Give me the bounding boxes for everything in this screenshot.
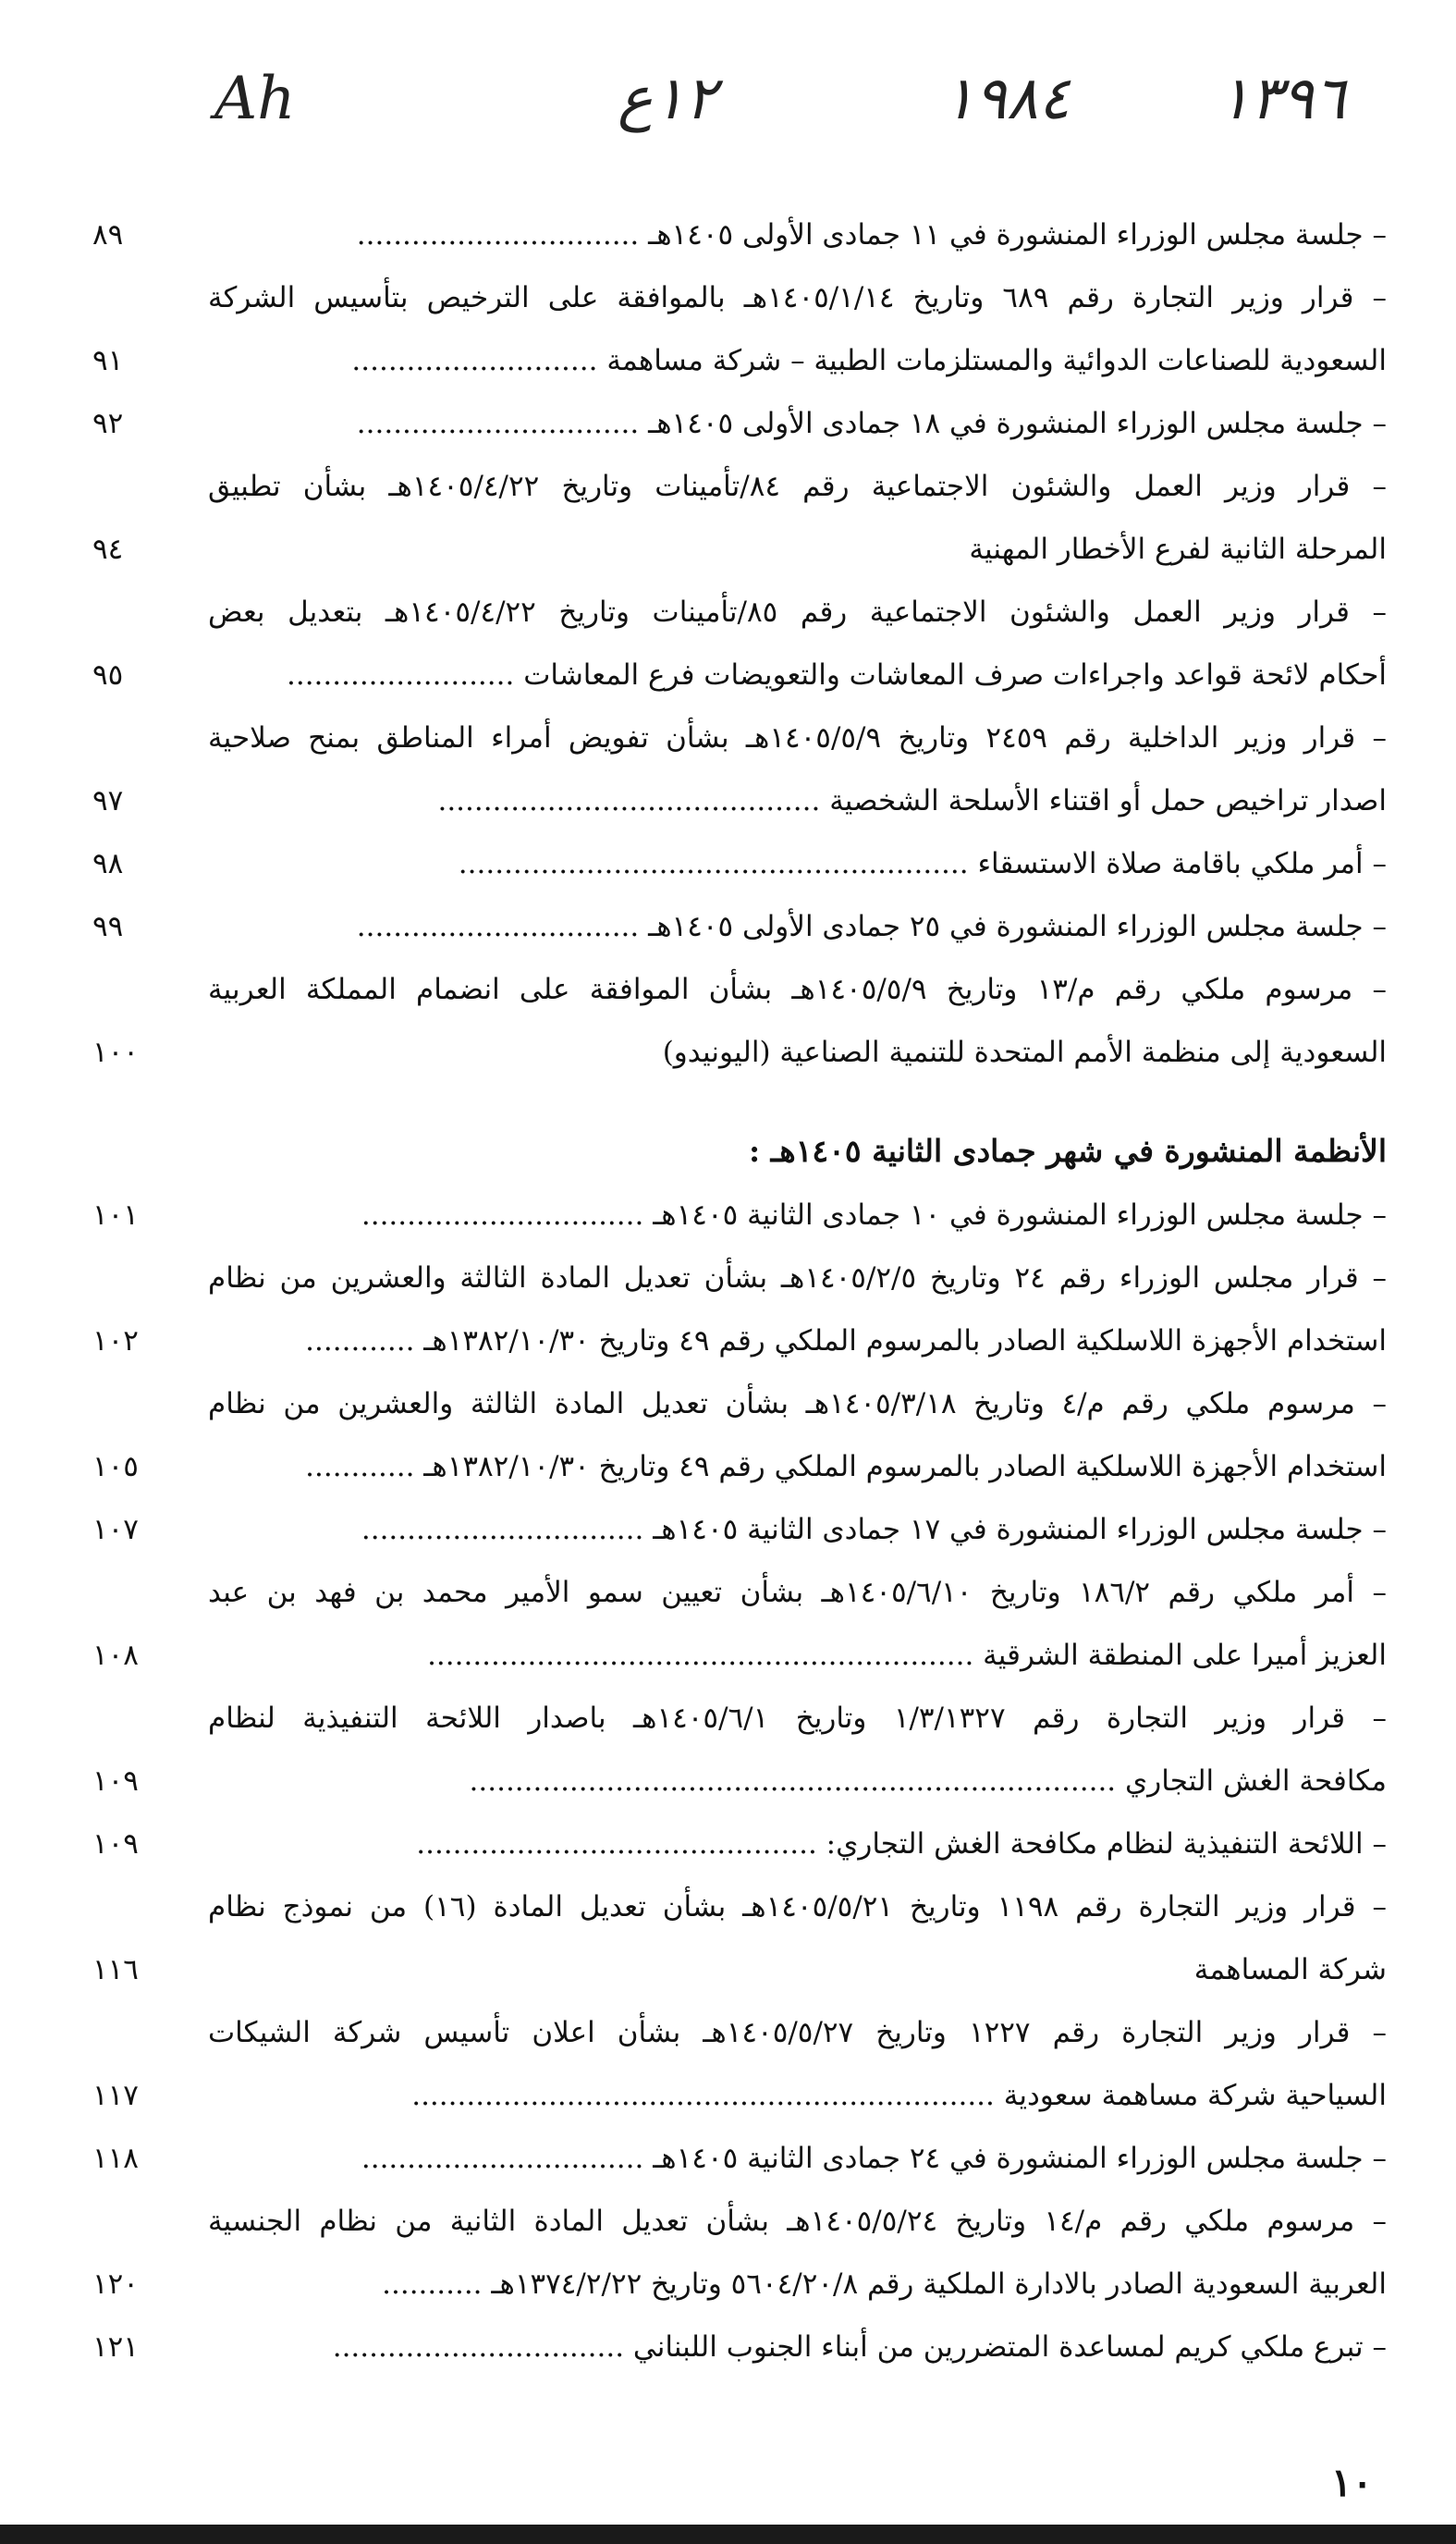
toc-entry [55,1247,1387,1372]
toc-entry [55,1372,1387,1498]
toc-entry-text: – قرار وزير التجارة رقم ١/٣/١٣٢٧ وتاريخ ١٤٠٥/٦/١هـ باصدار اللائحة التنفيذية لنظام [208,1702,1387,1735]
toc-page-number: ١١٧ [92,2079,139,2112]
toc-page-number: ١٠٨ [92,1639,139,1672]
toc-page-number: ١١٨ [92,2142,139,2175]
handwritten-note-4: ١٣٩٦ [1218,65,1346,133]
toc-entry-text: أحكام لائحة قواعد واجراءات صرف المعاشات والتعويضات فرع المعاشات ......................... [286,658,1387,692]
toc-page-number: ٩٢ [92,407,124,440]
section-jumada-al-ula [55,203,1387,1084]
toc-entry-text: شركة المساهمة [1193,1953,1387,1986]
toc-page-number: ١٠٧ [92,1513,139,1546]
handwritten-note-1: Ah [214,65,296,133]
toc-entry-text: السعودية إلى منظمة الأمم المتحدة للتنمية الصناعية (اليونيدو) [662,1036,1387,1069]
toc-entry-text: – تبرع ملكي كريم لمساعدة المتضررين من أبناء الجنوب اللبناني ................................ [332,2330,1387,2364]
toc-entry [55,1687,1387,1813]
toc-entry-text: – قرار وزير التجارة رقم ١٢٢٧ وتاريخ ١٤٠٥/٥/٢٧هـ بشأن اعلان تأسيس شركة الشيكات [208,2016,1387,2049]
toc-entry-text: السياحية شركة مساهمة سعودية ................................................................ [411,2079,1387,2112]
toc-entry-text: – أمر ملكي رقم ١٨٦/٢ وتاريخ ١٤٠٥/٦/١٠هـ بشأن تعيين سمو الأمير محمد بن فهد بن عبد [208,1576,1387,1609]
toc-entry [55,2001,1387,2127]
toc-page-number: ١٠٩ [92,1827,139,1861]
table-of-contents [55,203,1387,2378]
toc-entry [55,1184,1387,1247]
toc-entry [55,1561,1387,1687]
toc-entry-text: العربية السعودية الصادر بالادارة الملكية رقم ٥٦٠٤/٢٠/٨ وتاريخ ١٣٧٤/٢/٢٢هـ ........... [382,2267,1387,2301]
toc-entry-text: – جلسة مجلس الوزراء المنشورة في ٢٥ جمادى الأولى ١٤٠٥هـ ............................... [356,910,1387,943]
handwritten-note-2: ١٢ع [618,65,716,133]
toc-entry [55,1498,1387,1561]
handwritten-note-3: ١٩٨٤ [943,65,1071,133]
toc-entry [55,392,1387,455]
toc-entry-text: مكافحة الغش التجاري ....................................................................... [469,1764,1387,1798]
toc-entry-text: – جلسة مجلس الوزراء المنشورة في ٢٤ جمادى الثانية ١٤٠٥هـ ............................... [361,2142,1387,2175]
toc-entry-text: استخدام الأجهزة اللاسلكية الصادر بالمرسوم الملكي رقم ٤٩ وتاريخ ١٣٨٢/١٠/٣٠هـ ............ [305,1450,1387,1483]
toc-entry-text: اصدار تراخيص حمل أو اقتناء الأسلحة الشخصية .......................................... [437,784,1387,817]
toc-entry-text: – قرار مجلس الوزراء رقم ٢٤ وتاريخ ١٤٠٥/٢/٥هـ بشأن تعديل المادة الثالثة والعشرين من نظام [208,1261,1387,1295]
toc-entry-text: العزيز أميرا على المنطقة الشرقية ............................................................ [427,1639,1387,1672]
toc-entry [55,958,1387,1084]
toc-page-number: ٩٩ [92,910,124,943]
toc-entry-text: – مرسوم ملكي رقم م/١٣ وتاريخ ١٤٠٥/٥/٩هـ بشأن الموافقة على انضمام المملكة العربية [208,973,1387,1006]
toc-page-number: ١٢٠ [92,2267,139,2301]
toc-page-number: ١١٦ [92,1953,139,1986]
toc-entry [55,266,1387,392]
toc-page-number: ١٠٥ [92,1450,139,1483]
toc-page-number: ٨٩ [92,218,124,252]
toc-entry-text: – قرار وزير الداخلية رقم ٢٤٥٩ وتاريخ ١٤٠٥/٥/٩هـ بشأن تفويض أمراء المناطق بمنح صلاحية [208,721,1387,755]
toc-entry-text: السعودية للصناعات الدوائية والمستلزمات الطبية – شركة مساهمة ........................... [351,344,1387,377]
page-number: ١٠ [1330,2460,1373,2505]
toc-entry-text: المرحلة الثانية لفرع الأخطار المهنية [969,533,1387,566]
toc-page-number: ١٠٢ [92,1324,139,1358]
toc-entry-text: – جلسة مجلس الوزراء المنشورة في ١٧ جمادى الثانية ١٤٠٥هـ ............................... [361,1513,1387,1546]
toc-entry [55,581,1387,707]
toc-entry-text: – قرار وزير العمل والشئون الاجتماعية رقم ٨٥/تأمينات وتاريخ ١٤٠٥/٤/٢٢هـ بتعديل بعض [208,596,1387,629]
toc-entry [55,203,1387,266]
toc-entry-text: استخدام الأجهزة اللاسلكية الصادر بالمرسوم الملكي رقم ٤٩ وتاريخ ١٣٨٢/١٠/٣٠هـ ............ [305,1324,1387,1358]
toc-entry [55,2190,1387,2316]
scan-edge-bar [0,2525,1456,2544]
toc-entry-text: – جلسة مجلس الوزراء المنشورة في ١٠ جمادى الثانية ١٤٠٥هـ ............................... [361,1198,1387,1232]
toc-entry-text: – قرار وزير العمل والشئون الاجتماعية رقم ٨٤/تأمينات وتاريخ ١٤٠٥/٤/٢٢هـ بشأن تطبيق [208,470,1387,503]
toc-entry [55,707,1387,832]
toc-entry-text: – مرسوم ملكي رقم م/٤ وتاريخ ١٤٠٥/٣/١٨هـ بشأن تعديل المادة الثالثة والعشرين من نظام [208,1387,1387,1420]
toc-page-number: ١٠١ [92,1198,139,1232]
toc-entry-text: – جلسة مجلس الوزراء المنشورة في ١٨ جمادى الأولى ١٤٠٥هـ ............................... [356,407,1387,440]
toc-page-number: ٩٨ [92,847,124,880]
toc-page-number: ١٠٠ [92,1036,139,1069]
toc-page-number: ٩٤ [92,533,124,566]
toc-entry [55,2127,1387,2190]
toc-page-number: ٩١ [92,344,124,377]
toc-entry [55,1813,1387,1875]
toc-entry-text: – مرسوم ملكي رقم م/١٤ وتاريخ ١٤٠٥/٥/٢٤هـ بشأن تعديل المادة الثانية من نظام الجنسية [208,2205,1387,2238]
section-jumada-al-thani [55,1184,1387,2378]
toc-page-number: ٩٥ [92,658,124,692]
toc-entry [55,2316,1387,2378]
toc-entry-text: – قرار وزير التجارة رقم ١١٩٨ وتاريخ ١٤٠٥/٥/٢١هـ بشأن تعديل المادة (١٦) من نموذج نظام [208,1890,1387,1923]
toc-entry [55,455,1387,581]
section-title-jumada-al-thani: الأنظمة المنشورة في شهر جمادى الثانية ١٤٠٥هـ : [748,1133,1387,1169]
toc-entry-text: – اللائحة التنفيذية لنظام مكافحة الغش التجاري: ............................................ [416,1827,1387,1861]
toc-entry [55,832,1387,895]
toc-entry [55,895,1387,958]
toc-entry-text: – جلسة مجلس الوزراء المنشورة في ١١ جمادى الأولى ١٤٠٥هـ ............................... [356,218,1387,252]
toc-page-number: ٩٧ [92,784,124,817]
toc-entry-text: – أمر ملكي باقامة صلاة الاستسقاء ........................................................ [458,847,1387,880]
toc-page-number: ١٠٩ [92,1764,139,1798]
toc-entry-text: – قرار وزير التجارة رقم ٦٨٩ وتاريخ ١٤٠٥/١/١٤هـ بالموافقة على الترخيص بتأسيس الشركة [208,281,1387,314]
toc-page-number: ١٢١ [92,2330,139,2364]
toc-entry [55,1875,1387,2001]
